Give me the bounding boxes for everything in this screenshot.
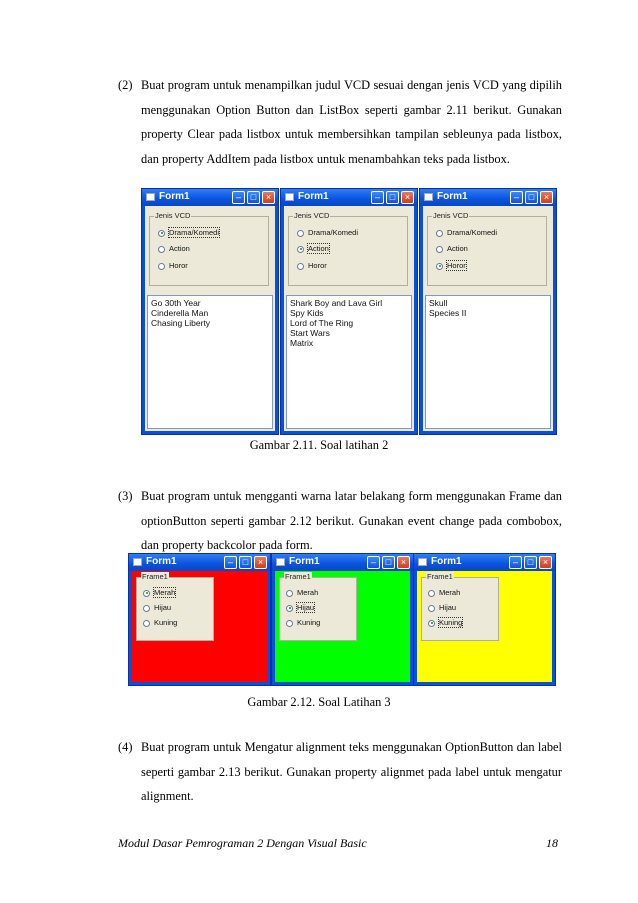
list-item[interactable]: Chasing Liberty [151, 318, 211, 328]
option-button[interactable] [436, 228, 497, 237]
option-label: Action [447, 244, 468, 253]
frame-label: Frame1 [427, 572, 453, 581]
radio-icon[interactable] [158, 246, 165, 253]
option-label: Merah [439, 588, 461, 597]
form-icon [418, 558, 427, 566]
form-icon [285, 193, 294, 201]
option-button[interactable] [143, 588, 175, 597]
option-label: Horor [169, 261, 188, 270]
frame-label: Jenis VCD [294, 211, 330, 220]
radio-icon[interactable] [158, 230, 165, 237]
radio-icon[interactable] [286, 605, 293, 612]
form-window [419, 188, 557, 435]
radio-icon[interactable] [436, 230, 443, 237]
option-button[interactable] [428, 618, 462, 627]
close-button[interactable]: × [401, 191, 414, 204]
option-label: Hijau [154, 603, 172, 612]
minimize-button[interactable]: – [232, 191, 245, 204]
radio-icon[interactable] [436, 246, 443, 253]
form-window [413, 553, 556, 686]
option-label: Kuning [297, 618, 321, 627]
option-label: Drama/Komedi [308, 228, 359, 237]
form-client-area [145, 206, 275, 431]
minimize-button[interactable]: – [509, 556, 522, 569]
frame-jenis-vcd [149, 211, 269, 286]
option-label: Drama/Komedi [169, 228, 220, 237]
minimize-button[interactable]: – [224, 556, 237, 569]
listbox[interactable] [286, 295, 412, 429]
option-button[interactable] [286, 588, 318, 597]
frame-label: Frame1 [285, 572, 311, 581]
frame-jenis-vcd [288, 211, 408, 286]
exercise-text: Buat program untuk menampilkan judul VCD sesuai dengan jenis VCD yang dipilih menggunakan Option Button dan ListBox seperti gambar 2.11 berikut. Gunakan property Clear pada listbox untuk membersihkan tampilan sebleunya pada listbox, dan property AddItem pada listbox untuk menambahkan teks pada listbox. [141, 78, 562, 166]
frame-label: Jenis VCD [155, 211, 191, 220]
form-client-area [284, 206, 414, 431]
option-button[interactable] [297, 228, 358, 237]
minimize-button[interactable]: – [367, 556, 380, 569]
footer-title: Modul Dasar Pemrograman 2 Dengan Visual Basic [118, 836, 367, 850]
radio-icon[interactable] [436, 263, 443, 270]
window-title: Form1 [437, 191, 468, 202]
window-title: Form1 [298, 191, 329, 202]
maximize-button[interactable]: □ [524, 556, 537, 569]
list-item[interactable]: Cinderella Man [151, 308, 209, 318]
form-window [128, 553, 271, 686]
exercise-text: Buat program untuk Mengatur alignment teks menggunakan OptionButton dan label seperti gambar 2.13 berikut. Gunakan property alignmet pada label untuk mengatur alignment. [141, 740, 562, 803]
title-bar[interactable] [142, 189, 278, 206]
option-label: Merah [154, 588, 176, 597]
radio-icon[interactable] [297, 246, 304, 253]
radio-icon[interactable] [428, 590, 435, 597]
list-item[interactable]: Species II [429, 308, 467, 318]
option-label: Action [308, 244, 329, 253]
exercise-number: (4) [118, 740, 133, 754]
option-button[interactable] [158, 228, 219, 237]
option-button[interactable] [436, 244, 468, 253]
title-bar[interactable] [420, 189, 556, 206]
close-button[interactable]: × [539, 556, 552, 569]
option-button[interactable] [143, 603, 171, 612]
exercise-2 [118, 73, 562, 171]
listbox[interactable] [147, 295, 273, 429]
option-button[interactable] [428, 603, 456, 612]
radio-icon[interactable] [297, 263, 304, 270]
radio-icon[interactable] [143, 590, 150, 597]
maximize-button[interactable]: □ [247, 191, 260, 204]
option-label: Hijau [439, 603, 457, 612]
figure-caption: Gambar 2.11. Soal latihan 2 [249, 438, 389, 452]
option-label: Horor [308, 261, 327, 270]
figure-caption: Gambar 2.12. Soal Latihan 3 [247, 695, 391, 709]
form-client-area [132, 571, 267, 682]
title-bar[interactable] [281, 189, 417, 206]
window-title: Form1 [159, 191, 190, 202]
radio-icon[interactable] [158, 263, 165, 270]
exercise-4 [118, 735, 562, 809]
radio-icon[interactable] [428, 605, 435, 612]
list-item[interactable]: Spy Kids [290, 308, 324, 318]
radio-icon[interactable] [428, 620, 435, 627]
option-label: Kuning [154, 618, 178, 627]
option-button[interactable] [143, 618, 177, 627]
option-button[interactable] [286, 618, 320, 627]
form-window [271, 553, 414, 686]
form-window [141, 188, 279, 435]
list-item[interactable]: Shark Boy and Lava Girl [290, 298, 383, 308]
minimize-button[interactable]: – [371, 191, 384, 204]
window-title: Form1 [146, 556, 177, 567]
exercise-3 [118, 484, 562, 558]
frame-label: Frame1 [142, 572, 168, 581]
radio-icon[interactable] [286, 620, 293, 627]
title-bar[interactable] [414, 554, 555, 571]
maximize-button[interactable]: □ [382, 556, 395, 569]
window-title: Form1 [289, 556, 320, 567]
option-label: Merah [297, 588, 319, 597]
minimize-button[interactable]: – [510, 191, 523, 204]
frame1 [279, 572, 357, 641]
exercise-number: (2) [118, 78, 133, 92]
maximize-button[interactable]: □ [525, 191, 538, 204]
form-icon [133, 558, 142, 566]
option-button[interactable] [436, 261, 466, 270]
form-client-area [275, 571, 410, 682]
title-bar[interactable] [272, 554, 413, 571]
list-item[interactable]: Skull [429, 298, 448, 308]
close-button[interactable]: × [540, 191, 553, 204]
listbox[interactable] [425, 295, 551, 429]
option-button[interactable] [158, 244, 190, 253]
frame1 [421, 572, 499, 641]
close-button[interactable]: × [254, 556, 267, 569]
close-button[interactable]: × [397, 556, 410, 569]
frame1 [136, 572, 214, 641]
list-item[interactable]: Matrix [290, 338, 314, 348]
form-icon [276, 558, 285, 566]
option-label: Drama/Komedi [447, 228, 498, 237]
option-label: Action [169, 244, 190, 253]
form-icon [146, 193, 155, 201]
maximize-button[interactable]: □ [239, 556, 252, 569]
frame-jenis-vcd [427, 211, 547, 286]
title-bar[interactable] [129, 554, 270, 571]
close-button[interactable]: × [262, 191, 275, 204]
option-label: Hijau [297, 603, 315, 612]
option-button[interactable] [158, 261, 188, 270]
list-item[interactable]: Start Wars [290, 328, 330, 338]
exercise-number: (3) [118, 489, 133, 503]
list-item[interactable]: Go 30th Year [151, 298, 201, 308]
form-client-area [417, 571, 552, 682]
form-icon [424, 193, 433, 201]
list-item[interactable]: Lord of The Ring [290, 318, 354, 328]
option-label: Horor [447, 261, 466, 270]
form-window [280, 188, 418, 435]
exercise-text: Buat program untuk mengganti warna latar belakang form menggunakan Frame dan optionButton seperti gambar 2.12 berikut. Gunakan event change pada combobox, dan property backcolor pada form. [141, 489, 562, 552]
option-button[interactable] [297, 261, 327, 270]
window-title: Form1 [431, 556, 462, 567]
option-button[interactable] [286, 603, 314, 612]
radio-icon[interactable] [297, 230, 304, 237]
frame-label: Jenis VCD [433, 211, 469, 220]
radio-icon[interactable] [286, 590, 293, 597]
option-button[interactable] [297, 244, 329, 253]
option-button[interactable] [428, 588, 460, 597]
form-client-area [423, 206, 553, 431]
radio-icon[interactable] [143, 620, 150, 627]
maximize-button[interactable]: □ [386, 191, 399, 204]
page-number: 18 [546, 836, 558, 850]
radio-icon[interactable] [143, 605, 150, 612]
option-label: Kuning [439, 618, 463, 627]
